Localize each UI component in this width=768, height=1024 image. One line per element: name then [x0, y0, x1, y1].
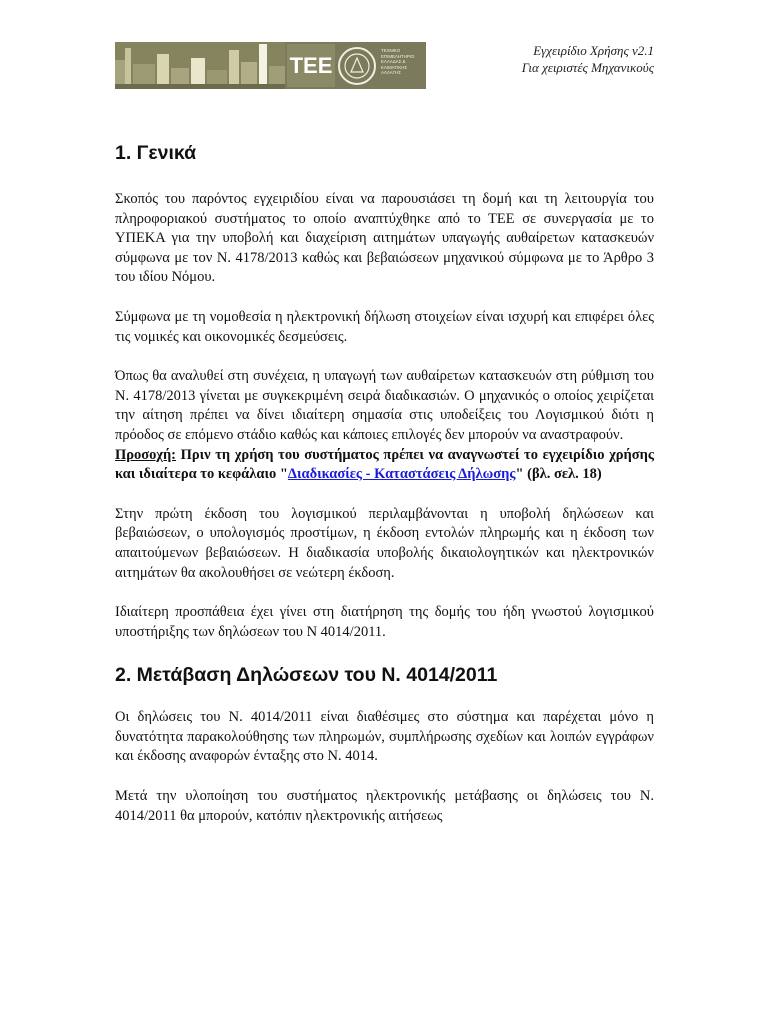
section-1-paragraph-5: Ιδιαίτερη προσπάθεια έχει γίνει στη διατήρηση της δομής του ήδη γνωστού λογισμικού υποστήριξης των δηλώσεων του Ν 4014/2011. [115, 604, 654, 640]
section-2-paragraph-1: Οι δηλώσεις του Ν. 4014/2011 είναι διαθέσιμες στο σύστημα και παρέχεται μόνο η δυνατότητα παρακολούθησης των πληρωμών, συμπλήρωσης σχεδίων και λοιπών εγγράφων και έκδοσης αναφορών ένταξης στο Ν. 4014. [115, 709, 654, 765]
org-name: ΤΕΧΝΙΚΟ ΕΠΙΜΕΛΗΤΗΡΙΟ ΕΛΛΑΔΑΣ & ΚΛΙΜΑΤΙΚΗΣ ΑΛΛΑΓΗΣ [381, 48, 415, 76]
warning-label: Προσοχή: [115, 446, 177, 463]
doc-subtitle: Για χειριστές Μηχανικούς [521, 60, 654, 75]
warning-text: Πριν τη χρήση του συστήματος πρέπει να αναγνωστεί το εγχειρίδιο χρήσης και ιδιαίτερα το κεφάλαιο " [115, 446, 654, 483]
warning-paragraph [115, 446, 654, 485]
cityscape-graphic [115, 42, 285, 89]
section-1-paragraph-2: Σύμφωνα με τη νομοθεσία η ηλεκτρονική δήλωση στοιχείων είναι ισχυρή και επιφέρει όλες τις νομικές και οικονομικές δεσμεύσεις. [115, 308, 654, 345]
section-1-paragraph-1: Σκοπός του παρόντος εγχειριδίου είναι να παρουσιάσει τη δομή και τη λειτουργία του πληροφοριακού συστήματος το οποίο αναπτύχθηκε από το ΤΕΕ σε συνεργασία με το ΥΠΕΚΑ για την υποβολή και διαχείριση αιτημάτων υπαγωγής αυθαίρετων κατασκευών σύμφωνα με τον Ν. 4178/2013 καθώς και βεβαιώσεων μηχανικού σύμφωνα με το Άρθρο 3 του ιδίου Νόμου. [115, 191, 654, 286]
tee-logo-text: ΤΕΕ [289, 52, 333, 78]
section-1-paragraph-3: Όπως θα αναλυθεί στη συνέχεια, η υπαγωγή των αυθαίρετων κατασκευών στη ρύθμιση του Ν. 4178/2013 γίνεται με συγκεκριμένη σειρά διαδικασιών. Ο μηχανικός ο οποίος χειρίζεται την αίτηση πρέπει να δίνει ιδιαίτερη σημασία στις υποδείξεις του Λογισμικού διότι η πρόοδος σε επόμενο στάδιο καθώς και κάποιες επιλογές δεν μπορούν να αναστραφούν. [115, 368, 654, 443]
warning-suffix: " (βλ. σελ. 18) [515, 466, 602, 483]
doc-title: Εγχειρίδιο Χρήσης v2.1 [533, 43, 654, 58]
section-1-paragraph-4: Στην πρώτη έκδοση του λογισμικού περιλαμβάνονται η υποβολή δηλώσεων και βεβαιώσεων, ο υπολογισμός προστίμων, η έκδοση εντολών πληρωμής και η έκδοση των απαιτούμενων βεβαιώσεων. Η διαδικασία υποβολής δικαιολογητικών και ηλεκτρονικών αιτημάτων θα ακολουθήσει σε νεώτερη έκδοση. [115, 505, 654, 581]
seal-icon [337, 46, 377, 86]
document-body [115, 140, 654, 846]
section-2-paragraph-2: Μετά την υλοποίηση του συστήματος ηλεκτρονικής μετάβασης οι δηλώσεις του Ν. 4014/2011 θα μπορούν, κατόπιν ηλεκτρονικής αιτήσεως [115, 788, 654, 824]
tee-logo [287, 44, 335, 87]
header-banner [115, 42, 426, 89]
section-2-heading: 2. Μετάβαση Δηλώσεων του Ν. 4014/2011 [115, 664, 498, 687]
section-1-heading: 1. Γενικά [115, 142, 197, 164]
document-header [522, 42, 654, 76]
chapter-link[interactable]: Διαδικασίες - Καταστάσεις Δήλωσης [287, 466, 516, 483]
